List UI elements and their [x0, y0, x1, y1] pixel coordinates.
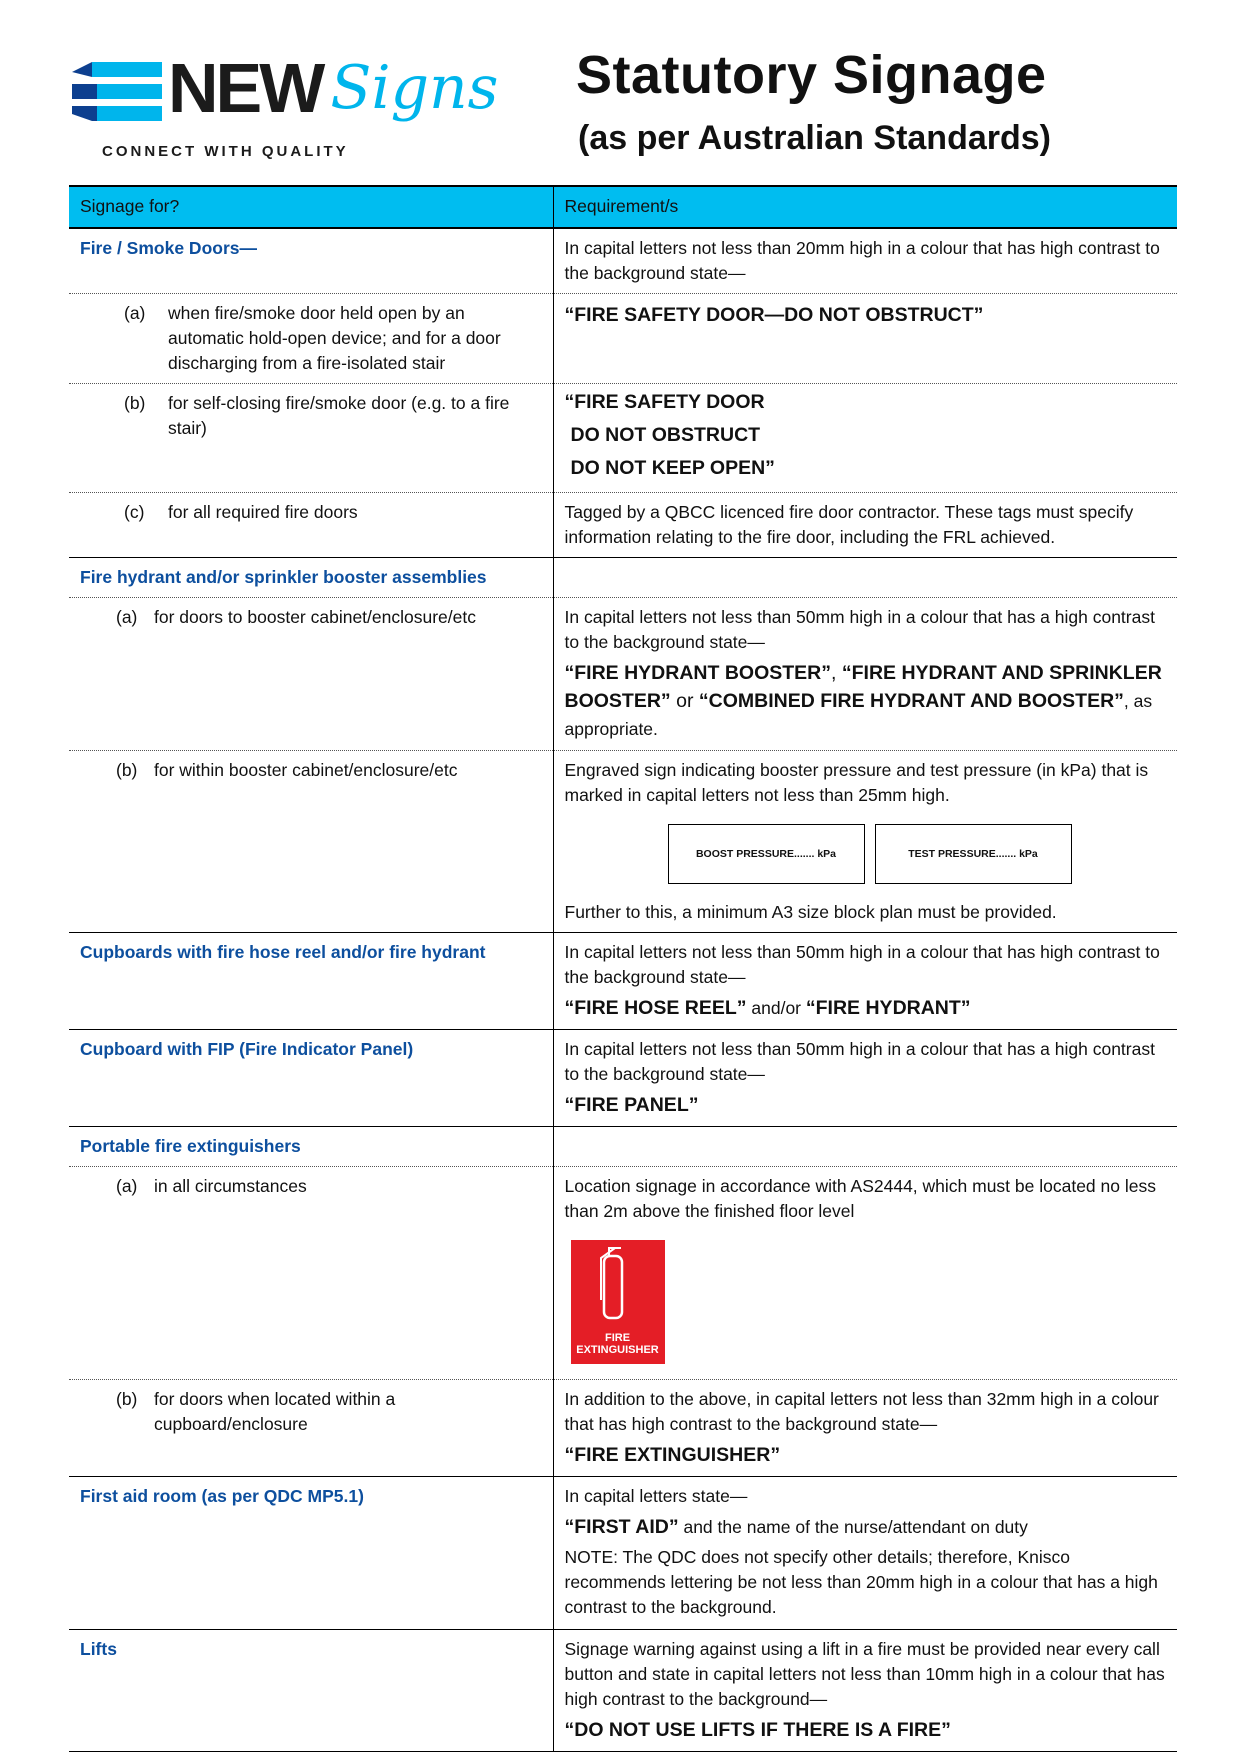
item-label: (a): [124, 303, 146, 323]
item-label: (b): [124, 393, 146, 413]
fire-extinguisher-sign: [571, 1240, 665, 1364]
note: Further to this, a minimum A3 size block plan must be provided.: [564, 902, 1057, 922]
requirement: In capital letters not less than 20mm high in a colour that has high contrast to the background state—: [553, 228, 1177, 294]
separator: ,: [831, 662, 842, 684]
item-label: (a): [116, 607, 138, 627]
category-lifts: Lifts: [69, 1630, 553, 1752]
requirement: In capital letters not less than 50mm high in a colour that has a high contrast to the background state—: [564, 1039, 1155, 1084]
sign-text: “COMBINED FIRE HYDRANT AND BOOSTER”: [698, 690, 1124, 712]
table-header-row: [69, 186, 1177, 228]
sign-text: DO NOT KEEP OPEN”: [570, 457, 775, 479]
category-fire-doors: Fire / Smoke Doors—: [69, 228, 553, 294]
category-first-aid: First aid room (as per QDC MP5.1): [69, 1477, 553, 1630]
table-row: [69, 384, 1177, 493]
requirement: In addition to the above, in capital letters not less than 32mm high in a colour that has high contrast to the background state—: [564, 1389, 1159, 1434]
item-label: (b): [116, 1389, 138, 1409]
sign-text: “DO NOT USE LIFTS IF THERE IS A FIRE”: [564, 1719, 951, 1741]
boost-pressure-sign: BOOST PRESSURE....... kPa: [668, 824, 865, 884]
sign-text: “FIRE HYDRANT AND SPRINKLER BOOSTER”: [564, 662, 1162, 712]
item-text: for within booster cabinet/enclosure/etc: [154, 760, 458, 780]
table-row: [69, 294, 1177, 384]
table-row: [69, 1380, 1177, 1477]
sign-text: “FIRE PANEL”: [564, 1094, 699, 1116]
requirement: In capital letters not less than 50mm high in a colour that has a high contrast to the background state—: [564, 607, 1155, 652]
requirement: In capital letters not less than 50mm high in a colour that has high contrast to the background state—: [564, 942, 1160, 987]
page-title: Statutory Signage: [576, 45, 1047, 105]
page-subtitle: (as per Australian Standards): [578, 119, 1051, 157]
logo-stripes-icon: [72, 62, 162, 122]
empty-cell: [553, 558, 1177, 598]
test-pressure-sign: TEST PRESSURE....... kPa: [875, 824, 1072, 884]
category-fip: Cupboard with FIP (Fire Indicator Panel): [69, 1030, 553, 1127]
sign-text: “FIRE HYDRANT”: [805, 997, 971, 1019]
note: NOTE: The QDC does not specify other details; therefore, Knisco recommends lettering be not less than 20mm high in a colour that has a high contrast to the background.: [564, 1547, 1158, 1617]
sign-text: “FIRE SAFETY DOOR: [564, 391, 765, 413]
requirement: Location signage in accordance with AS2444, which must be located no less than 2m above the finished floor level: [564, 1176, 1156, 1221]
table-row: [69, 228, 1177, 294]
logo-new-text: NEW: [168, 49, 323, 127]
separator: or: [670, 690, 699, 712]
tail-text: , as appropriate.: [564, 691, 1153, 739]
item-text: for doors when located within a cupboard/enclosure: [154, 1389, 396, 1434]
requirement: Tagged by a QBCC licenced fire door contractor. These tags must specify information relating to the fire door, including the FRL achieved.: [553, 493, 1177, 558]
fire-extinguisher-icon: [571, 1240, 665, 1330]
item-text: for all required fire doors: [168, 502, 358, 522]
item-text: in all circumstances: [154, 1176, 307, 1196]
logo-signs-text: Signs: [330, 53, 499, 123]
new-signs-logo: [72, 50, 552, 175]
item-label: (b): [116, 760, 138, 780]
table-row: [69, 751, 1177, 933]
table-row: [69, 933, 1177, 1030]
table-row: [69, 1127, 1177, 1167]
category-booster: Fire hydrant and/or sprinkler booster assemblies: [69, 558, 553, 598]
logo-wordmark: [168, 50, 498, 126]
table-row: [69, 1477, 1177, 1630]
sign-label: FIRE EXTINGUISHER: [576, 1332, 659, 1356]
table-row: [69, 1030, 1177, 1127]
requirement: In capital letters state—: [564, 1486, 748, 1506]
logo-tagline: CONNECT WITH QUALITY: [102, 143, 349, 160]
table-row: [69, 1630, 1177, 1752]
table-row: [69, 598, 1177, 751]
table-row: [69, 493, 1177, 558]
separator: and/or: [746, 998, 806, 1018]
requirement: Signage warning against using a lift in a fire must be provided near every call button and state in capital letters not less than 10mm high in a colour that has high contrast to the background—: [564, 1639, 1165, 1709]
tail-text: and the name of the nurse/attendant on duty: [678, 1517, 1028, 1537]
table-row: [69, 1167, 1177, 1380]
item-text: when fire/smoke door held open by an automatic hold-open device; and for a door discharging from a fire-isolated stair: [168, 303, 501, 373]
header-requirements: Requirement/s: [553, 186, 1177, 228]
sign-text: “FIRE HOSE REEL”: [564, 997, 747, 1019]
empty-cell: [553, 1127, 1177, 1167]
item-text: for doors to booster cabinet/enclosure/etc: [154, 607, 476, 627]
category-extinguishers: Portable fire extinguishers: [69, 1127, 553, 1167]
sign-text: “FIRE EXTINGUISHER”: [564, 1444, 781, 1466]
sign-text: “FIRST AID”: [564, 1516, 679, 1538]
sign-text: DO NOT OBSTRUCT: [570, 424, 761, 446]
sign-text: “FIRE SAFETY DOOR—DO NOT OBSTRUCT”: [564, 304, 984, 326]
category-hose-reel: Cupboards with fire hose reel and/or fire hydrant: [69, 933, 553, 1030]
requirement: Engraved sign indicating booster pressure and test pressure (in kPa) that is marked in capital letters not less than 25mm high.: [564, 760, 1149, 805]
item-label: (c): [124, 502, 145, 522]
item-label: (a): [116, 1176, 138, 1196]
signage-table: [69, 185, 1177, 1752]
sign-text: “FIRE HYDRANT BOOSTER”: [564, 662, 832, 684]
item-text: for self-closing fire/smoke door (e.g. to a fire stair): [168, 393, 510, 438]
header-signage-for: Signage for?: [69, 186, 553, 228]
table-row: [69, 558, 1177, 598]
